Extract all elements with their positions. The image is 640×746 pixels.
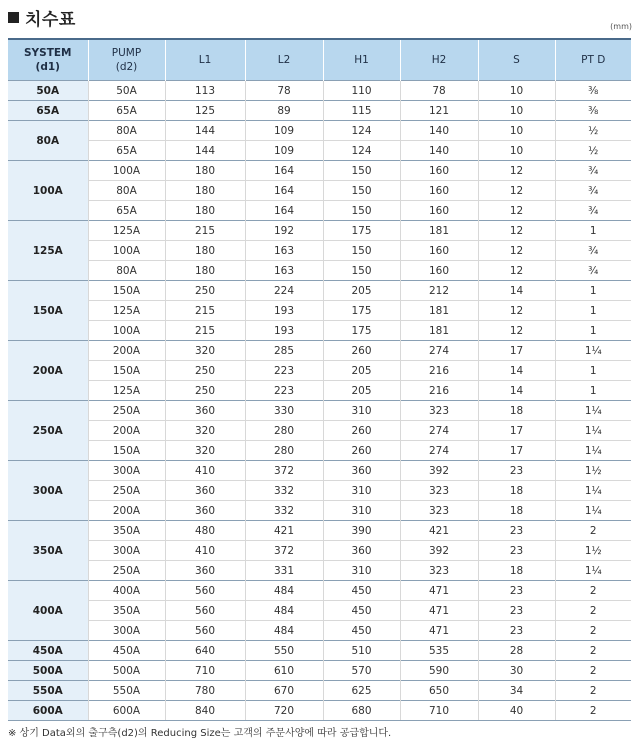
l2-cell: 421 [245,521,323,541]
l1-cell: 250 [165,281,245,301]
l2-cell: 484 [245,601,323,621]
pump-size-cell: 350A [88,521,165,541]
pump-size-cell: 50A [88,81,165,101]
h1-cell: 450 [323,621,400,641]
l1-cell: 360 [165,561,245,581]
h2-cell: 323 [400,561,478,581]
pump-size-cell: 100A [88,321,165,341]
h2-cell: 650 [400,681,478,701]
h1-cell: 260 [323,341,400,361]
l2-cell: 193 [245,301,323,321]
l2-cell: 193 [245,321,323,341]
pump-size-cell: 450A [88,641,165,661]
table-row [8,101,631,121]
pump-size-cell: 300A [88,541,165,561]
h2-cell: 274 [400,421,478,441]
h2-cell: 78 [400,81,478,101]
l2-cell: 163 [245,261,323,281]
s-cell: 23 [478,581,555,601]
h2-cell: 121 [400,101,478,121]
l2-cell: 109 [245,121,323,141]
s-cell: 23 [478,601,555,621]
h2-cell: 471 [400,621,478,641]
h2-cell: 323 [400,501,478,521]
pump-size-cell: 65A [88,201,165,221]
pump-size-cell: 125A [88,301,165,321]
l2-cell: 610 [245,661,323,681]
ptd-cell: 1¼ [555,441,631,461]
l2-cell: 78 [245,81,323,101]
table-row [8,581,631,601]
pump-size-cell: 80A [88,261,165,281]
h1-cell: 150 [323,241,400,261]
h1-cell: 150 [323,181,400,201]
ptd-cell: 1¼ [555,401,631,421]
l2-cell: 163 [245,241,323,261]
l1-cell: 410 [165,461,245,481]
pump-size-cell: 500A [88,661,165,681]
s-cell: 12 [478,201,555,221]
pump-size-cell: 600A [88,701,165,721]
h1-cell: 450 [323,581,400,601]
pump-size-cell: 200A [88,341,165,361]
system-size-cell: 200A [8,341,88,401]
dimension-table [8,38,631,721]
pump-size-cell: 65A [88,101,165,121]
h2-cell: 392 [400,461,478,481]
system-size-cell: 125A [8,221,88,281]
table-row [8,421,631,441]
l1-cell: 710 [165,661,245,681]
square-bullet-icon [8,12,19,23]
l2-cell: 89 [245,101,323,121]
l1-cell: 780 [165,681,245,701]
ptd-cell: ½ [555,121,631,141]
ptd-cell: 2 [555,641,631,661]
l2-cell: 192 [245,221,323,241]
ptd-cell: ½ [555,141,631,161]
table-row [8,221,631,241]
table-row [8,441,631,461]
h2-cell: 274 [400,341,478,361]
h2-cell: 392 [400,541,478,561]
table-row [8,81,631,101]
ptd-cell: 2 [555,661,631,681]
l2-cell: 332 [245,501,323,521]
h1-cell: 124 [323,141,400,161]
s-cell: 17 [478,341,555,361]
table-row [8,601,631,621]
s-cell: 14 [478,281,555,301]
table-row [8,621,631,641]
l2-cell: 223 [245,381,323,401]
system-size-cell: 150A [8,281,88,341]
l2-cell: 720 [245,701,323,721]
l1-cell: 144 [165,121,245,141]
h2-cell: 160 [400,261,478,281]
table-row [8,321,631,341]
pump-size-cell: 100A [88,161,165,181]
l2-cell: 164 [245,181,323,201]
l1-cell: 180 [165,241,245,261]
ptd-cell: 1½ [555,461,631,481]
system-size-cell: 300A [8,461,88,521]
h1-cell: 510 [323,641,400,661]
header-system: SYSTEM (d1) [8,39,88,81]
pump-size-cell: 80A [88,181,165,201]
ptd-cell: ¾ [555,241,631,261]
ptd-cell: ¾ [555,161,631,181]
table-row [8,681,631,701]
l2-cell: 164 [245,161,323,181]
l1-cell: 180 [165,201,245,221]
s-cell: 14 [478,361,555,381]
ptd-cell: 2 [555,621,631,641]
pump-size-cell: 150A [88,361,165,381]
table-row [8,301,631,321]
l1-cell: 560 [165,601,245,621]
h2-cell: 274 [400,441,478,461]
h2-cell: 181 [400,301,478,321]
h2-cell: 140 [400,121,478,141]
l1-cell: 215 [165,321,245,341]
ptd-cell: ⅜ [555,81,631,101]
s-cell: 18 [478,561,555,581]
ptd-cell: 2 [555,581,631,601]
s-cell: 23 [478,521,555,541]
l1-cell: 180 [165,161,245,181]
s-cell: 12 [478,161,555,181]
table-row [8,481,631,501]
l2-cell: 164 [245,201,323,221]
system-size-cell: 350A [8,521,88,581]
l1-cell: 560 [165,621,245,641]
table-row [8,641,631,661]
s-cell: 30 [478,661,555,681]
s-cell: 18 [478,501,555,521]
table-row [8,401,631,421]
h1-cell: 175 [323,221,400,241]
ptd-cell: 1¼ [555,501,631,521]
s-cell: 34 [478,681,555,701]
h1-cell: 625 [323,681,400,701]
ptd-cell: 2 [555,681,631,701]
pump-size-cell: 550A [88,681,165,701]
header-h2: H2 [400,39,478,81]
l1-cell: 320 [165,441,245,461]
ptd-cell: 1¼ [555,421,631,441]
s-cell: 17 [478,441,555,461]
s-cell: 12 [478,301,555,321]
s-cell: 18 [478,481,555,501]
s-cell: 40 [478,701,555,721]
h2-cell: 216 [400,381,478,401]
l1-cell: 840 [165,701,245,721]
ptd-cell: 2 [555,701,631,721]
unit-label: (mm) [610,22,632,31]
h2-cell: 323 [400,401,478,421]
h2-cell: 181 [400,221,478,241]
h1-cell: 260 [323,441,400,461]
header-ptd: PT D [555,39,631,81]
pump-size-cell: 400A [88,581,165,601]
l2-cell: 224 [245,281,323,301]
l2-cell: 330 [245,401,323,421]
table-body [8,81,631,721]
table-row [8,701,631,721]
h1-cell: 175 [323,321,400,341]
h1-cell: 205 [323,281,400,301]
table-row [8,281,631,301]
ptd-cell: 1 [555,321,631,341]
l1-cell: 360 [165,501,245,521]
l1-cell: 640 [165,641,245,661]
l2-cell: 484 [245,621,323,641]
s-cell: 10 [478,121,555,141]
h2-cell: 160 [400,161,478,181]
s-cell: 23 [478,461,555,481]
l2-cell: 280 [245,441,323,461]
header-h1: H1 [323,39,400,81]
title-row [8,4,76,30]
pump-size-cell: 80A [88,121,165,141]
l1-cell: 360 [165,401,245,421]
system-size-cell: 100A [8,161,88,221]
ptd-cell: 1 [555,361,631,381]
l1-cell: 250 [165,361,245,381]
h2-cell: 535 [400,641,478,661]
pump-size-cell: 250A [88,401,165,421]
pump-size-cell: 300A [88,621,165,641]
h1-cell: 205 [323,361,400,381]
s-cell: 14 [478,381,555,401]
l1-cell: 480 [165,521,245,541]
s-cell: 23 [478,541,555,561]
system-size-cell: 400A [8,581,88,641]
ptd-cell: ⅜ [555,101,631,121]
s-cell: 10 [478,81,555,101]
system-size-cell: 65A [8,101,88,121]
table-row [8,201,631,221]
h2-cell: 216 [400,361,478,381]
h2-cell: 160 [400,181,478,201]
pump-size-cell: 250A [88,561,165,581]
table-row [8,461,631,481]
ptd-cell: ¾ [555,201,631,221]
table-row [8,521,631,541]
h1-cell: 310 [323,561,400,581]
table-row [8,361,631,381]
table-row [8,381,631,401]
pump-size-cell: 200A [88,421,165,441]
h1-cell: 450 [323,601,400,621]
l2-cell: 285 [245,341,323,361]
h1-cell: 175 [323,301,400,321]
s-cell: 12 [478,321,555,341]
h1-cell: 124 [323,121,400,141]
l2-cell: 331 [245,561,323,581]
l2-cell: 332 [245,481,323,501]
system-size-cell: 50A [8,81,88,101]
header-row [8,39,631,81]
l1-cell: 320 [165,341,245,361]
l1-cell: 113 [165,81,245,101]
s-cell: 12 [478,221,555,241]
l1-cell: 360 [165,481,245,501]
h2-cell: 181 [400,321,478,341]
system-size-cell: 550A [8,681,88,701]
l1-cell: 144 [165,141,245,161]
system-size-cell: 500A [8,661,88,681]
table-row [8,181,631,201]
pump-size-cell: 300A [88,461,165,481]
h1-cell: 310 [323,501,400,521]
h1-cell: 150 [323,201,400,221]
table-row [8,121,631,141]
h2-cell: 710 [400,701,478,721]
h1-cell: 360 [323,541,400,561]
ptd-cell: 1 [555,281,631,301]
page-title: 치수표 [25,9,76,30]
system-size-cell: 450A [8,641,88,661]
header-l1: L1 [165,39,245,81]
s-cell: 10 [478,141,555,161]
h2-cell: 471 [400,601,478,621]
l2-cell: 484 [245,581,323,601]
table-row [8,141,631,161]
l1-cell: 320 [165,421,245,441]
h1-cell: 150 [323,161,400,181]
header-pump: PUMP (d2) [88,39,165,81]
s-cell: 12 [478,181,555,201]
h2-cell: 471 [400,581,478,601]
ptd-cell: 1¼ [555,341,631,361]
h1-cell: 360 [323,461,400,481]
h1-cell: 310 [323,481,400,501]
table-row [8,161,631,181]
ptd-cell: 1 [555,381,631,401]
footnote: ※ 상기 Data외의 출구측(d2)의 Reducing Size는 고객의 주문사양에 따라 공급합니다. [8,728,392,739]
s-cell: 12 [478,241,555,261]
l1-cell: 215 [165,301,245,321]
h2-cell: 160 [400,201,478,221]
l1-cell: 125 [165,101,245,121]
s-cell: 18 [478,401,555,421]
ptd-cell: 1 [555,221,631,241]
l1-cell: 180 [165,181,245,201]
l2-cell: 109 [245,141,323,161]
pump-size-cell: 200A [88,501,165,521]
header-s: S [478,39,555,81]
ptd-cell: ¾ [555,261,631,281]
pump-size-cell: 125A [88,381,165,401]
table-row [8,501,631,521]
ptd-cell: 1¼ [555,561,631,581]
ptd-cell: 2 [555,601,631,621]
h2-cell: 421 [400,521,478,541]
h2-cell: 140 [400,141,478,161]
system-size-cell: 80A [8,121,88,161]
table-row [8,341,631,361]
l2-cell: 372 [245,541,323,561]
pump-size-cell: 150A [88,441,165,461]
h2-cell: 590 [400,661,478,681]
h1-cell: 205 [323,381,400,401]
pump-size-cell: 250A [88,481,165,501]
h1-cell: 390 [323,521,400,541]
h2-cell: 212 [400,281,478,301]
ptd-cell: ¾ [555,181,631,201]
s-cell: 12 [478,261,555,281]
h1-cell: 570 [323,661,400,681]
ptd-cell: 1½ [555,541,631,561]
h2-cell: 160 [400,241,478,261]
l1-cell: 215 [165,221,245,241]
pump-size-cell: 100A [88,241,165,261]
l1-cell: 250 [165,381,245,401]
h2-cell: 323 [400,481,478,501]
ptd-cell: 1¼ [555,481,631,501]
s-cell: 23 [478,621,555,641]
pump-size-cell: 125A [88,221,165,241]
ptd-cell: 1 [555,301,631,321]
h1-cell: 110 [323,81,400,101]
h1-cell: 115 [323,101,400,121]
pump-size-cell: 150A [88,281,165,301]
h1-cell: 260 [323,421,400,441]
l2-cell: 223 [245,361,323,381]
system-size-cell: 250A [8,401,88,461]
h1-cell: 150 [323,261,400,281]
pump-size-cell: 65A [88,141,165,161]
table-row [8,241,631,261]
s-cell: 10 [478,101,555,121]
ptd-cell: 2 [555,521,631,541]
l2-cell: 670 [245,681,323,701]
table-row [8,561,631,581]
table-row [8,261,631,281]
table-row [8,661,631,681]
h1-cell: 680 [323,701,400,721]
system-size-cell: 600A [8,701,88,721]
l2-cell: 550 [245,641,323,661]
l1-cell: 560 [165,581,245,601]
table-row [8,541,631,561]
l2-cell: 372 [245,461,323,481]
s-cell: 28 [478,641,555,661]
l1-cell: 410 [165,541,245,561]
l2-cell: 280 [245,421,323,441]
h1-cell: 310 [323,401,400,421]
l1-cell: 180 [165,261,245,281]
pump-size-cell: 350A [88,601,165,621]
s-cell: 17 [478,421,555,441]
header-l2: L2 [245,39,323,81]
